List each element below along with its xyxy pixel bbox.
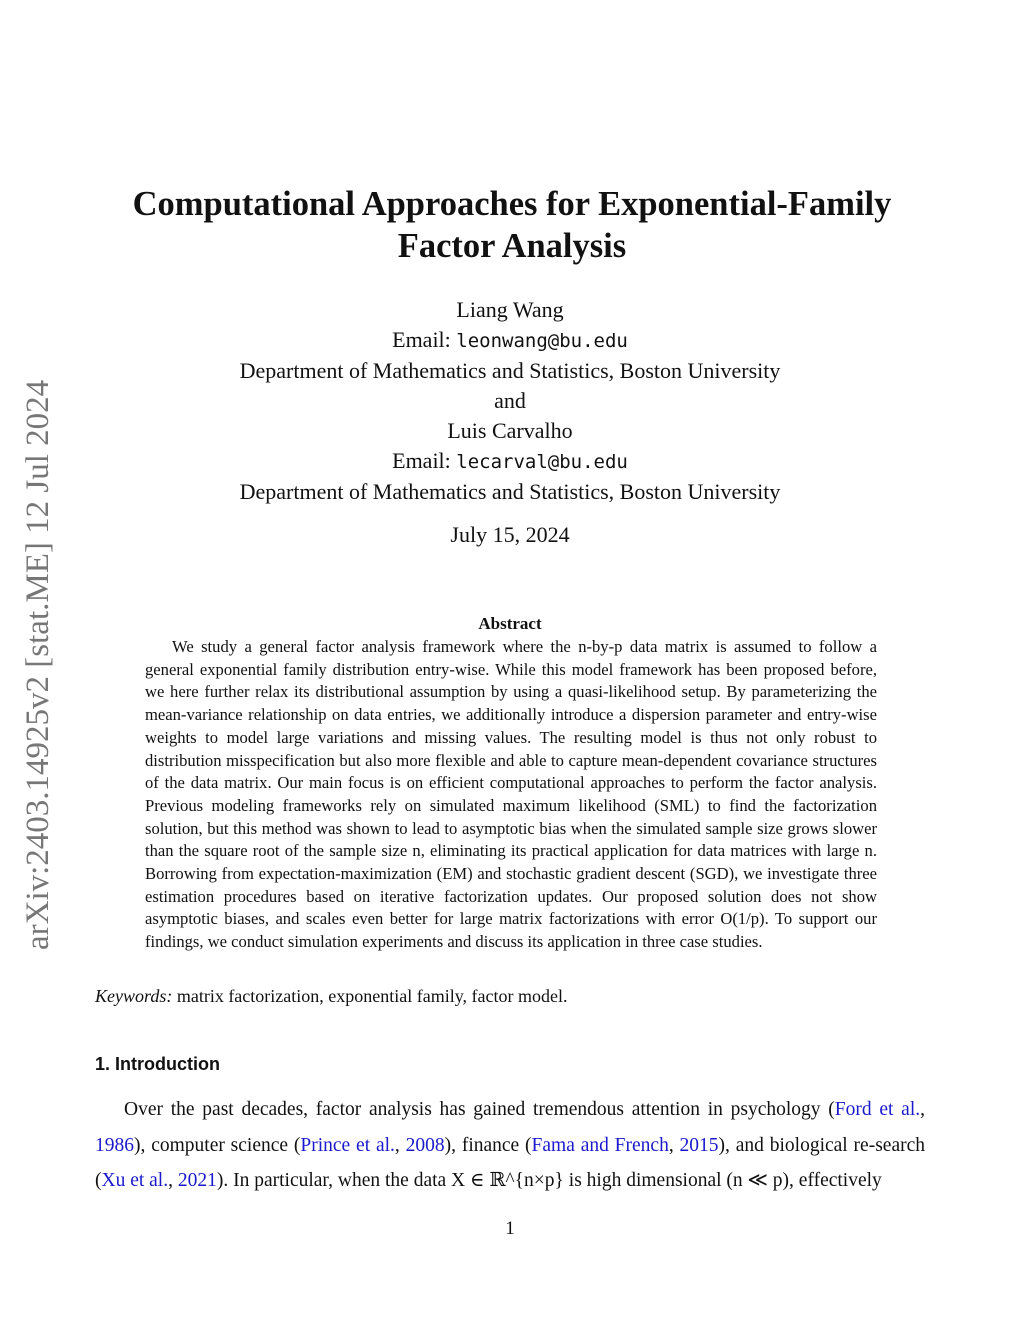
email-label: Email:	[392, 327, 451, 352]
author-email	[0, 325, 1020, 356]
email[interactable]: lecarval@bu.edu	[456, 451, 628, 473]
page-number: 1	[505, 1218, 515, 1239]
abstract-heading: Abstract	[478, 614, 542, 633]
email[interactable]: leonwang@bu.edu	[456, 330, 628, 352]
citation-year-link[interactable]: 2008	[405, 1134, 445, 1156]
citation-year-link[interactable]: 2021	[177, 1170, 217, 1191]
author-name: Liang Wang	[456, 297, 564, 322]
keywords-text: matrix factorization, exponential family, factor model.	[172, 986, 568, 1006]
author-email	[0, 446, 1020, 477]
authors-block	[0, 295, 1020, 507]
and-text: and	[494, 388, 526, 413]
paper-title	[0, 183, 1024, 267]
text: Over the past decades, factor analysis has gained tremendous attention in psychology (	[124, 1099, 835, 1120]
text: ,	[168, 1170, 178, 1191]
text: ), finance (	[444, 1134, 532, 1156]
section-heading: 1. Introduction	[95, 1054, 220, 1074]
text: ,	[394, 1134, 406, 1156]
citation-link[interactable]: Fama and French	[531, 1134, 669, 1156]
title-line: Computational Approaches for Exponential-Family	[132, 185, 892, 223]
affiliation: Department of Mathematics and Statistics, Boston University	[239, 479, 781, 504]
text: ,	[668, 1134, 680, 1156]
abstract-text: We study a general factor analysis framework where the n-by-p data matrix is assumed to follow a general exponential family distribution entry-wise. While this model framework has been proposed before, we here further relax its distributional assumption by using a quasi-likelihood setup. By parameterizing the mean-variance relationship on data entries, we additionally introduce a dispersion parameter and entry-wise weights to model large variations and missing values. The resulting model is thus not only robust to distribution misspecification but also more flexible and able to capture mean-dependent covariance structures of the data matrix. Our main focus is on efficient computational approaches to perform the factor analysis. Previous modeling frameworks rely on simulated maximum likelihood (SML) to find the factorization solution, but this method was shown to lead to asymptotic bias when the simulated sample size grows slower than the square root of the sample size n, eliminating its practical application for data matrices with large n. Borrowing from expectation-maximization (EM) and stochastic gradient descent (SGD), we investigate three estimation procedures based on iterative factorization updates. Our proposed solution does not show asymptotic biases, and scales even better for large matrix factorizations with error O(1/p). To support our findings, we conduct simulation experiments and discuss its application in three case studies.	[145, 637, 877, 952]
keywords-label: Keywords:	[95, 986, 173, 1006]
title-line: Factor Analysis	[397, 227, 627, 265]
arxiv-stamp: arXiv:2403.14925v2 [stat.ME] 12 Jul 2024	[20, 379, 56, 950]
citation-year-link[interactable]: 1986	[95, 1134, 134, 1156]
date: July 15, 2024	[450, 522, 570, 547]
email-label: Email:	[392, 448, 451, 473]
author-name: Luis Carvalho	[447, 418, 573, 443]
citation-link[interactable]: Xu et al.	[101, 1170, 169, 1191]
citation-link[interactable]: Prince et al.	[300, 1134, 395, 1156]
text: ,	[920, 1099, 926, 1120]
intro-paragraph	[95, 1092, 925, 1199]
text: ), and biological re-search (	[95, 1134, 925, 1191]
text: ). In particular, when the data X ∈ ℝ^{n×p} is high dimensional (n ≪ p), effectively	[216, 1170, 882, 1191]
text: ), computer science (	[134, 1134, 301, 1156]
citation-link[interactable]: Ford et al.	[834, 1099, 921, 1120]
citation-year-link[interactable]: 2015	[679, 1134, 719, 1156]
affiliation: Department of Mathematics and Statistics, Boston University	[239, 358, 781, 383]
keywords	[95, 986, 568, 1007]
